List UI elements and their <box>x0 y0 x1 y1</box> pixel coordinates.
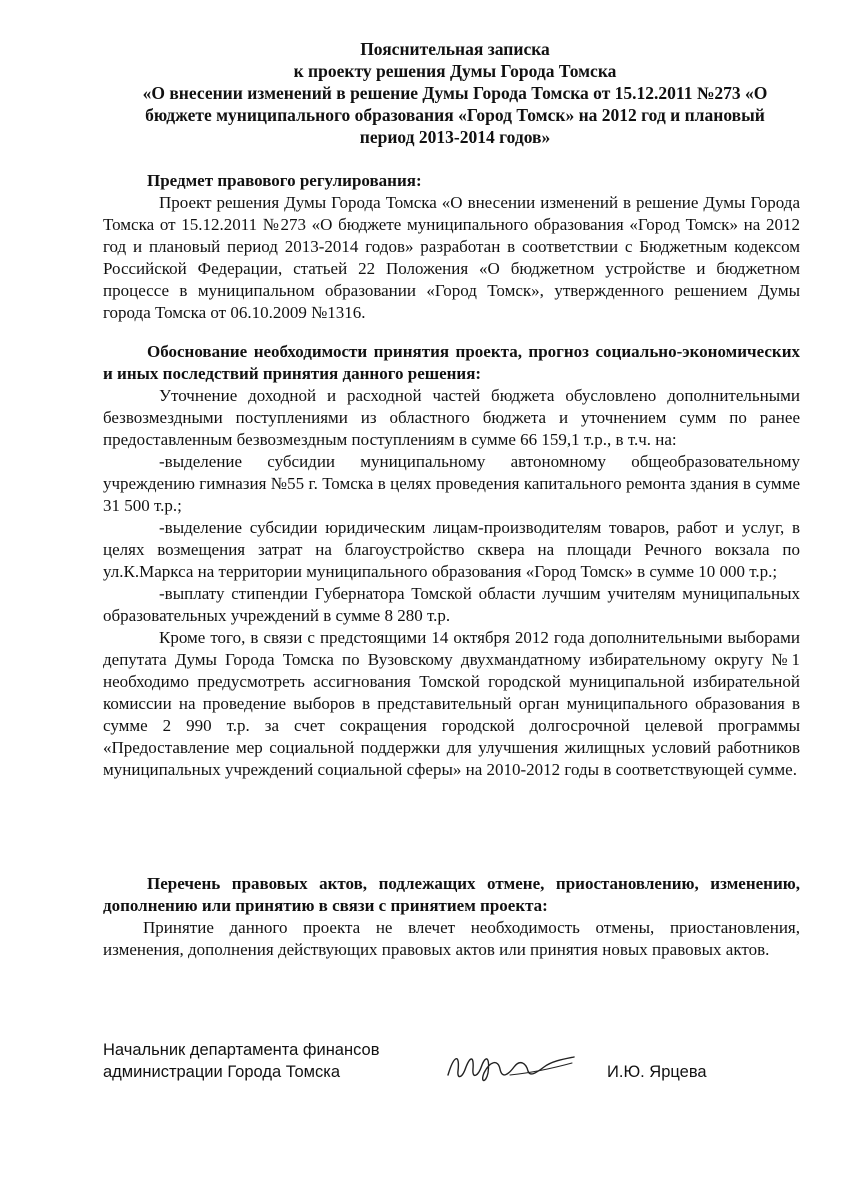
signatory-position-line-2: администрации Города Томска <box>103 1063 341 1081</box>
title-line-2: к проекту решения Думы Города Томска <box>293 61 617 81</box>
signatory-name: И.Ю. Ярцева <box>607 1063 707 1081</box>
title-line-1: Пояснительная записка <box>360 39 550 59</box>
section-legal-acts <box>103 873 800 961</box>
section-justification-intro: Уточнение доходной и расходной частей бюджета обусловлено дополнительными безвозмездными поступлениями из областного бюджета и уточнением сумм по ранее предоставленным безвозмездным поступлениям в сумме 66 159,1 т.р., в т.ч. на: <box>103 386 800 449</box>
signatory-position <box>103 1039 379 1083</box>
title-line-4: бюджете муниципального образования «Город Томск» на 2012 год и плановый <box>145 105 765 125</box>
section-justification-heading: Обоснование необходимости принятия проекта, прогноз социально-экономических и иных последствий принятия данного решения: <box>103 342 800 383</box>
title-line-3: «О внесении изменений в решение Думы Города Томска от 15.12.2011 №273 «О <box>142 83 768 103</box>
list-item: -выделение субсидии юридическим лицам-производителям товаров, работ и услуг, в целях возмещения затрат на благоустройство сквера на площади Речного вокзала по ул.К.Маркса на территории муниципального образования «Город Томск» в сумме 10 000 т.р.; <box>103 518 800 581</box>
list-item: -выплату стипендии Губернатора Томской области лучшим учителям муниципальных образовательных учреждений в сумме 8 280 т.р. <box>103 584 800 625</box>
title-line-5: период 2013-2014 годов» <box>359 127 551 147</box>
document-title <box>110 38 800 148</box>
signatory-position-line-1: Начальник департамента финансов <box>103 1041 380 1059</box>
section-subject-text: Проект решения Думы Города Томска «О внесении изменений в решение Думы Города Томска от 15.12.2011 №273 «О бюджете муниципального образования «Город Томск» на 2012 год и плановый период 2013-2014 годов» разработан в соответствии с Бюджетным кодексом Российской Федерации, статьей 22 Положения «О бюджетном устройстве и бюджетном процессе в муниципальном образовании «Город Томск», утвержденного решением Думы города Томска от 06.10.2009 №1316. <box>103 193 800 322</box>
section-legal-acts-heading: Перечень правовых актов, подлежащих отмене, приостановлению, изменению, дополнению или принятию в связи с принятием проекта: <box>103 874 800 915</box>
section-justification <box>103 341 800 781</box>
section-subject-heading: Предмет правового регулирования: <box>147 171 422 190</box>
handwritten-signature <box>440 1045 580 1090</box>
section-legal-acts-text: Принятие данного проекта не влечет необходимость отмены, приостановления, изменения, дополнения действующих правовых актов или принятия новых правовых актов. <box>103 918 800 959</box>
section-subject <box>103 170 800 324</box>
list-item: -выделение субсидии муниципальному автономному общеобразовательному учреждению гимназия №55 г. Томска в целях проведения капитального ремонта здания в сумме 31 500 т.р.; <box>103 452 800 515</box>
section-justification-additional: Кроме того, в связи с предстоящими 14 октября 2012 года дополнительными выборами депутата Думы Города Томска по Вузовскому двухмандатному избирательному округу №1 необходимо предусмотреть ассигнования Томской городской муниципальной избирательной комиссии на проведение выборов в представительный орган муниципального образования в сумме 2 990 т.р. за счет сокращения городской долгосрочной целевой программы «Предоставление мер социальной поддержки для улучшения жилищных условий работников муниципальных учреждений социальной сферы» на 2010-2012 годы в соответствующей сумме. <box>103 628 800 779</box>
